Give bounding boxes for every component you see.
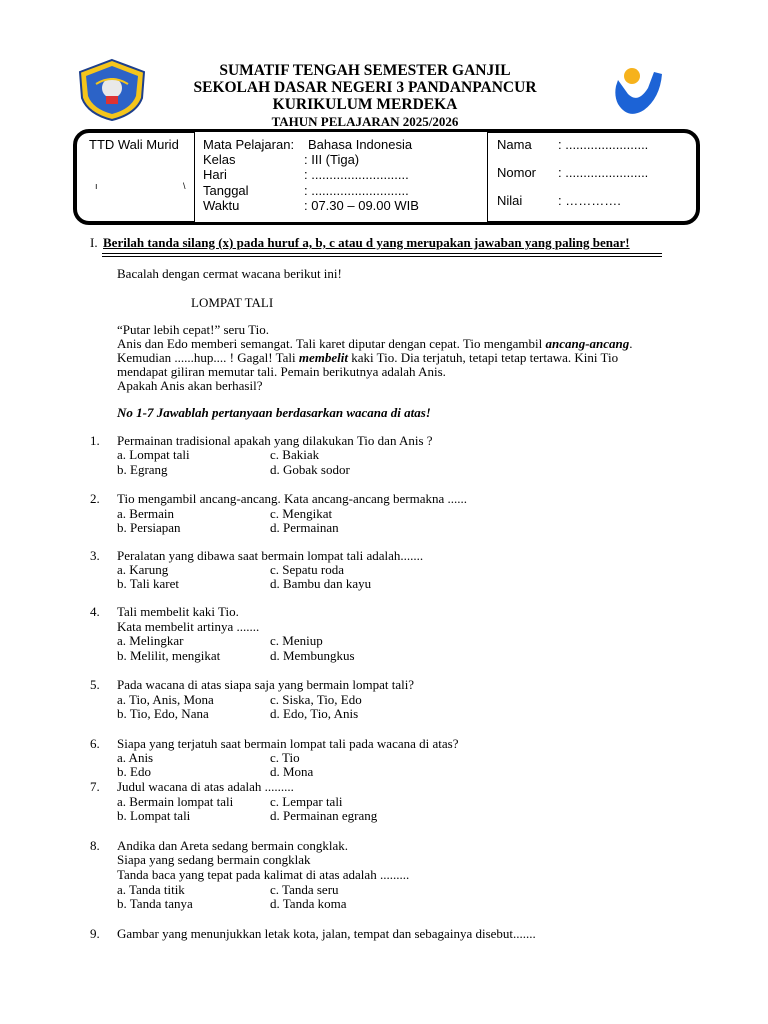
time-label: Waktu xyxy=(203,198,240,213)
option-d: d. Permainan egrang xyxy=(270,808,378,823)
subject-label: Mata Pelajaran: xyxy=(203,137,295,152)
class-label: Kelas xyxy=(203,152,236,167)
option-c: c. Sepatu roda xyxy=(270,562,345,577)
option-d: d. Gobak sodor xyxy=(270,462,350,477)
option-a: a. Bermain lompat tali xyxy=(117,794,234,809)
question-text: Tali membelit kaki Tio. xyxy=(117,604,239,619)
section-instruction: Berilah tanda silang (x) pada huruf a, b, c atau d yang merupakan jawaban yang paling benar! xyxy=(103,235,630,250)
double-divider xyxy=(102,253,662,257)
score-label: Nilai xyxy=(497,193,523,208)
option-a: a. Karung xyxy=(117,562,169,577)
option-b: b. Tio, Edo, Nana xyxy=(117,706,209,721)
question-text: Peralatan yang dibawa saat bermain lompat tali adalah....... xyxy=(117,548,424,563)
option-d: d. Membungkus xyxy=(270,648,355,663)
question-text-line-3: Tanda baca yang tepat pada kalimat di atas adalah ......... xyxy=(117,867,410,882)
question-text: Judul wacana di atas adalah ......... xyxy=(117,779,294,794)
ttd-wali-murid-label: TTD Wali Murid xyxy=(89,137,179,152)
question-number: 5. xyxy=(90,677,100,692)
name-label: Nama xyxy=(497,137,532,152)
option-c: c. Siska, Tio, Edo xyxy=(270,692,362,707)
question-number: 7. xyxy=(90,779,100,794)
option-b: b. Melilit, mengikat xyxy=(117,648,221,663)
question-number: 6. xyxy=(90,736,100,751)
option-c: c. Mengikat xyxy=(270,506,333,521)
question-text: Andika dan Areta sedang bermain congklak. xyxy=(117,838,349,853)
option-a: a. Bermain xyxy=(117,506,175,521)
option-b: b. Lompat tali xyxy=(117,808,191,823)
option-c: c. Bakiak xyxy=(270,447,320,462)
day-value: : ........................... xyxy=(304,167,409,182)
option-a: a. Tanda titik xyxy=(117,882,185,897)
day-label: Hari xyxy=(203,167,227,182)
name-value: : ....................... xyxy=(558,137,649,152)
option-b: b. Tanda tanya xyxy=(117,896,193,911)
reading-line-5: Apakah Anis akan berhasil? xyxy=(117,378,263,393)
reading-title: LOMPAT TALI xyxy=(191,295,274,310)
school-emblem-logo xyxy=(76,58,148,122)
signature-mark-left: ı xyxy=(95,181,98,191)
question-text: Siapa yang terjatuh saat bermain lompat tali pada wacana di atas? xyxy=(117,736,459,751)
question-number: 9. xyxy=(90,926,100,941)
number-value: : ....................... xyxy=(558,165,649,180)
question-text-line-2: Siapa yang sedang bermain congklak xyxy=(117,852,311,867)
score-value: : …………. xyxy=(558,193,621,208)
date-label: Tanggal xyxy=(203,183,249,198)
option-d: d. Tanda koma xyxy=(270,896,347,911)
academic-year: TAHUN PELAJARAN 2025/2026 xyxy=(271,114,459,129)
reading-intro: Bacalah dengan cermat wacana berikut ini! xyxy=(117,266,342,281)
question-number: 8. xyxy=(90,838,100,853)
subject-value: Bahasa Indonesia xyxy=(308,137,413,152)
exam-title: SUMATIF TENGAH SEMESTER GANJIL xyxy=(219,62,511,79)
option-b: b. Tali karet xyxy=(117,576,180,591)
curriculum: KURIKULUM MERDEKA xyxy=(272,96,458,113)
question-text: Pada wacana di atas siapa saja yang bermain lompat tali? xyxy=(117,677,415,692)
time-value: : 07.30 – 09.00 WIB xyxy=(304,198,419,213)
school-name: SEKOLAH DASAR NEGERI 3 PANDANPANCUR xyxy=(193,79,537,96)
option-a: a. Anis xyxy=(117,750,154,765)
class-value: : III (Tiga) xyxy=(304,152,360,167)
option-c: c. Tio xyxy=(270,750,300,765)
question-text: Tio mengambil ancang-ancang. Kata ancang-ancang bermakna ...... xyxy=(117,491,468,506)
option-a: a. Melingkar xyxy=(117,633,184,648)
question-number: 4. xyxy=(90,604,100,619)
signature-mark-right: \ xyxy=(183,181,186,191)
reading-line-1: “Putar lebih cepat!” seru Tio. xyxy=(117,322,269,337)
question-text-line-2: Kata membelit artinya ....... xyxy=(117,619,260,634)
question-number: 1. xyxy=(90,433,100,448)
option-d: d. Edo, Tio, Anis xyxy=(270,706,359,721)
question-number: 2. xyxy=(90,491,100,506)
option-d: d. Permainan xyxy=(270,520,339,535)
reading-line-3: Kemudian ......hup.... ! Gagal! Tali membelit kaki Tio. Dia terjatuh, tetapi tetap tertawa. Kini Tio xyxy=(117,350,619,365)
option-d: d. Bambu dan kayu xyxy=(270,576,372,591)
date-value: : ........................... xyxy=(304,183,409,198)
question-text: Gambar yang menunjukkan letak kota, jalan, tempat dan sebagainya disebut....... xyxy=(117,926,536,941)
option-b: b. Persiapan xyxy=(117,520,181,535)
question-number: 3. xyxy=(90,548,100,563)
option-b: b. Edo xyxy=(117,764,151,779)
option-c: c. Tanda seru xyxy=(270,882,339,897)
reading-line-2: Anis dan Edo memberi semangat. Tali karet diputar dengan cepat. Tio mengambil ancang-ancang. xyxy=(117,336,633,351)
question-text: Permainan tradisional apakah yang dilakukan Tio dan Anis ? xyxy=(117,433,433,448)
questions-note: No 1-7 Jawablah pertanyaan berdasarkan wacana di atas! xyxy=(117,405,431,420)
reading-line-4: mendapat giliran memutar tali. Pemain berikutnya adalah Anis. xyxy=(117,364,446,379)
option-a: a. Lompat tali xyxy=(117,447,190,462)
option-c: c. Meniup xyxy=(270,633,323,648)
number-label: Nomor xyxy=(497,165,537,180)
kurikulum-merdeka-logo xyxy=(604,64,666,124)
option-a: a. Tio, Anis, Mona xyxy=(117,692,214,707)
option-c: c. Lempar tali xyxy=(270,794,343,809)
section-number: I. xyxy=(90,235,98,250)
option-b: b. Egrang xyxy=(117,462,168,477)
option-d: d. Mona xyxy=(270,764,314,779)
